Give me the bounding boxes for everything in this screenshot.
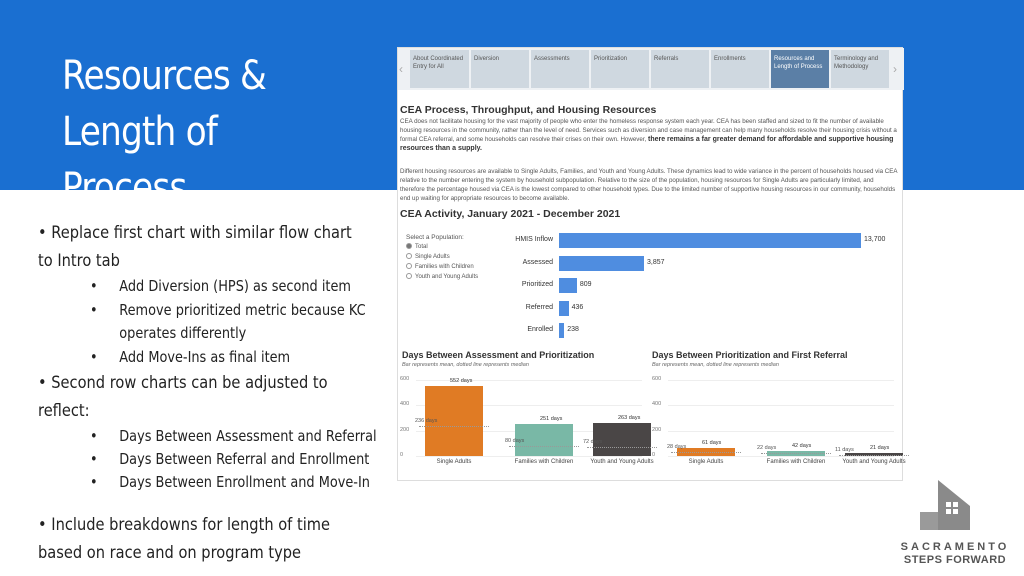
- tab-assessments[interactable]: Assessments: [531, 50, 589, 88]
- slide-title: [62, 48, 337, 216]
- funnel-category-label: Prioritized: [521, 281, 553, 288]
- category-label: Youth and Young Adults: [590, 459, 654, 465]
- population-select-label: Select a Population:: [406, 234, 464, 241]
- slide-title-line2: Length of Process: [62, 109, 218, 211]
- bullet-item: • Include breakdowns for length of time: [38, 515, 331, 535]
- logo-text-line2: STEPS FORWARD: [903, 554, 1007, 566]
- y-tick-label: 600: [652, 376, 662, 382]
- bullet-item: reflect:: [38, 401, 90, 421]
- tab-prioritization[interactable]: Prioritization: [591, 50, 649, 88]
- median-line: [509, 446, 579, 447]
- tab-next-icon[interactable]: ›: [893, 62, 897, 76]
- category-label: Families with Children: [766, 459, 826, 465]
- mean-label: 263 days: [618, 414, 641, 421]
- median-label: 80 days: [505, 437, 525, 444]
- gridline: [668, 405, 894, 406]
- radio-checked-icon: [406, 243, 412, 249]
- radio-icon: [406, 253, 412, 259]
- gridline: [416, 456, 642, 457]
- y-tick-label: 400: [400, 401, 410, 408]
- median-label: 11 days: [835, 446, 854, 453]
- gridline: [668, 431, 894, 432]
- y-tick-label: 200: [652, 426, 662, 433]
- median-label: 22 days: [757, 445, 777, 452]
- median-label: 72 days: [583, 438, 603, 445]
- mean-label: 61 days: [702, 440, 722, 447]
- tab-diversion[interactable]: Diversion: [471, 50, 529, 88]
- funnel-category-label: Referred: [525, 303, 553, 311]
- funnel-value-label: 436: [571, 303, 584, 311]
- detail-paragraph: Different housing resources are available to Single Adults, Families, and Youth and Young Adults. These dynamics lead to wide variance in the percent of households housed via CEA relative to the number entering the system by household subpopulation. Relative to the size of the population, housing resources for Single Adults are particularly limited, and therefore the percentage housed via CEA is the lowest compared to other household types. Due to the limited number of supportive housing resources in our community, households end up waiting for appropriate resources to become available.: [400, 168, 898, 202]
- y-tick-label: 600: [400, 376, 410, 382]
- category-label: Families with Children: [514, 459, 574, 465]
- chart-subtitle: Bar represents mean, dotted line represents median: [652, 362, 779, 368]
- bullet-item: • Replace first chart with similar flow chart: [38, 223, 352, 243]
- y-tick-label: 400: [652, 401, 662, 408]
- tab-enrollments[interactable]: Enrollments: [711, 50, 769, 88]
- tab-referrals[interactable]: Referrals: [651, 50, 709, 88]
- funnel-category-label: Assessed: [522, 258, 553, 266]
- mean-label: 42 days: [792, 442, 812, 449]
- median-line: [587, 447, 657, 448]
- population-option-total[interactable]: Total: [406, 243, 428, 250]
- funnel-bar: [559, 233, 861, 248]
- activity-heading: CEA Activity, January 2021 - December 2021: [400, 208, 621, 220]
- logo-text-line1: SACRAMENTO: [900, 541, 1010, 553]
- median-line: [839, 455, 909, 456]
- category-label: Youth and Young Adults: [842, 459, 906, 465]
- category-label: Single Adults: [436, 459, 472, 465]
- mean-label: 251 days: [540, 416, 563, 423]
- intro-paragraph-bold: there remains a far greater demand for affordable and supportive housing resources than a supply.: [400, 136, 894, 152]
- funnel-category-label: HMIS Inflow: [515, 236, 553, 243]
- gridline: [668, 456, 894, 457]
- bullet-item: • Second row charts can be adjusted to: [38, 373, 328, 393]
- tab-prev-icon[interactable]: ‹: [399, 62, 403, 76]
- radio-icon: [406, 273, 412, 279]
- median-label: 28 days: [667, 444, 687, 451]
- funnel-bar: [559, 323, 564, 338]
- mean-label: 21 days: [870, 445, 890, 452]
- slide-title-line1: Resources &: [62, 53, 266, 99]
- median-label: 236 days: [415, 418, 438, 425]
- funnel-value-label: 809: [579, 281, 592, 288]
- radio-icon: [406, 263, 412, 269]
- bullet-item: to Intro tab: [38, 251, 120, 271]
- funnel-bar: [559, 278, 577, 293]
- intro-paragraph: CEA does not facilitate housing for the vast majority of people who enter the homeless response system each year. CEA has been staffed and sized to fit the number of available housing resources in the community, rather than the level of need. Services such as diversion and case management can help many households resolve their housing crisis without a formal CEA referral, and some households can resolve their crises on their own. However, there remains a far greater demand for affordable and supportive housing resources than a supply.: [400, 118, 897, 152]
- y-tick-label: 0: [400, 452, 404, 458]
- population-option-youth[interactable]: Youth and Young Adults: [406, 273, 478, 280]
- bullet-item: based on race and on program type: [38, 543, 302, 563]
- mean-label: 552 days: [450, 378, 473, 385]
- category-label: Single Adults: [688, 459, 724, 465]
- population-option-single[interactable]: Single Adults: [406, 253, 450, 260]
- median-line: [671, 452, 741, 453]
- funnel-value-label: 238: [567, 326, 579, 333]
- population-option-families[interactable]: Families with Children: [406, 263, 474, 270]
- y-tick-label: 200: [400, 426, 410, 433]
- median-line: [419, 426, 489, 427]
- tab-resources[interactable]: Resources and Length of Process: [771, 50, 829, 88]
- dashboard-tab-bar: [398, 48, 904, 90]
- section-heading: CEA Process, Throughput, and Housing Resources: [400, 104, 657, 116]
- chart-title-prioritization-referral: Days Between Prioritization and First Referral: [652, 350, 848, 360]
- tab-about[interactable]: About Coordinated Entry for All: [410, 50, 469, 88]
- tab-terminology[interactable]: Terminology and Methodology: [831, 50, 889, 88]
- chart-title-assessment-prioritization: Days Between Assessment and Prioritization: [402, 350, 595, 360]
- dashboard-screenshot: [397, 47, 906, 481]
- funnel-bar: [559, 301, 569, 316]
- funnel-category-label: Enrolled: [527, 326, 553, 333]
- funnel-bar: [559, 256, 644, 271]
- median-line: [761, 453, 831, 454]
- chart-subtitle: Bar represents mean, dotted line represents median: [402, 362, 529, 368]
- y-tick-label: 0: [652, 452, 656, 458]
- gridline: [668, 380, 894, 381]
- funnel-value-label: 3,857: [647, 258, 665, 266]
- funnel-value-label: 13,700: [864, 236, 886, 243]
